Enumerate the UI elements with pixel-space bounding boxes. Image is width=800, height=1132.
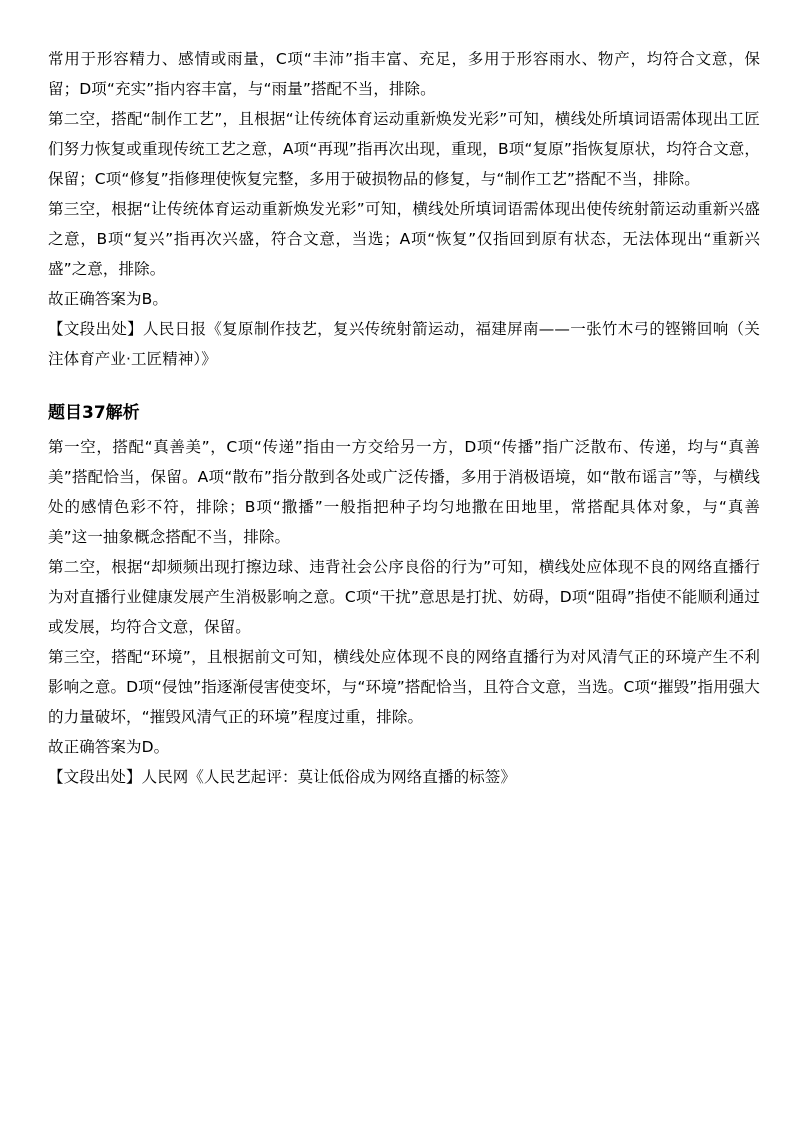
answer-line: 故正确答案为B。: [48, 290, 168, 308]
paragraph: 第三空，根据“让传统体育运动重新焕发光彩”可知，横线处所填词语需体现出使传统射箭运动重新兴盛之意，B项“复兴”指再次兴盛，符合文意，当选；A项“恢复”仅指回到原有状态，无法体现出“重新兴盛”之意，排除。: [48, 200, 760, 278]
document-page: [48, 44, 760, 792]
paragraph: 第三空，搭配“环境”，且根据前文可知，横线处应体现不良的网络直播行为对风清气正的环境产生不利影响之意。D项“侵蚀”指逐渐侵害使变坏，与“环境”搭配恰当，且符合文意，当选。C项“摧毁”指用强大的力量破坏，“摧毁风清气正的环境”程度过重，排除。: [48, 648, 760, 726]
paragraph: 第二空，根据“却频频出现打擦边球、违背社会公序良俗的行为”可知，横线处应体现不良的网络直播行为对直播行业健康发展产生消极影响之意。C项“干扰”意思是打扰、妨碍，D项“阻碍”指使不能顺利通过或发展，均符合文意，保留。: [48, 558, 760, 636]
source-citation: 【文段出处】人民日报《复原制作技艺，复兴传统射箭运动，福建屏南——一张竹木弓的铿锵回响（关注体育产业·工匠精神）》: [48, 320, 760, 368]
spacer: [48, 374, 760, 396]
paragraph: 第二空，搭配“制作工艺”，且根据“让传统体育运动重新焕发光彩”可知，横线处所填词语需体现出工匠们努力恢复或重现传统工艺之意，A项“再现”指再次出现，重现，B项“复原”指恢复原状，均符合文意，保留；C项“修复”指修理使恢复完整，多用于破损物品的修复，与“制作工艺”搭配不当，排除。: [48, 110, 760, 188]
source-citation: 【文段出处】人民网《人民艺起评：莫让低俗成为网络直播的标签》: [48, 768, 517, 786]
paragraph: 第一空，搭配“真善美”，C项“传递”指由一方交给另一方，D项“传播”指广泛散布、传递，均与“真善美”搭配恰当，保留。A项“散布”指分散到各处或广泛传播，多用于消极语境，如“散布谣言”等，与横线处的感情色彩不符，排除；B项“撒播”一般指把种子均匀地撒在田地里，常搭配具体对象，与“真善美”这一抽象概念搭配不当，排除。: [48, 438, 760, 546]
question-heading: 题目37解析: [48, 403, 140, 423]
paragraph: 常用于形容精力、感情或雨量，C项“丰沛”指丰富、充足，多用于形容雨水、物产，均符合文意，保留；D项“充实”指内容丰富，与“雨量”搭配不当，排除。: [48, 50, 760, 98]
answer-line: 故正确答案为D。: [48, 738, 170, 756]
